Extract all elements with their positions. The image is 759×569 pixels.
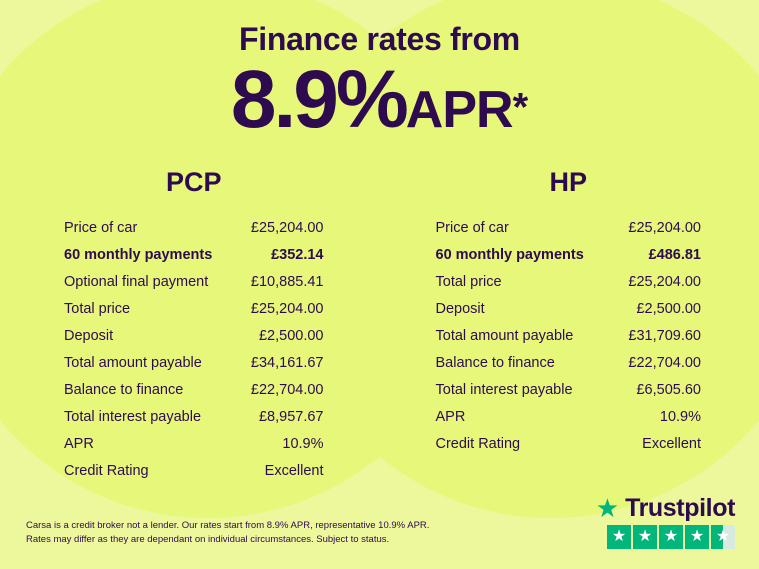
- hp-column: [380, 167, 759, 484]
- row-value: £25,204.00: [628, 273, 701, 290]
- table-row: [64, 430, 324, 457]
- row-value: £25,204.00: [250, 300, 324, 317]
- row-value: £22,704.00: [250, 381, 324, 398]
- star-glyph: ★: [637, 528, 653, 545]
- apr-rate-value: 8.9%: [230, 54, 406, 146]
- table-row: [436, 430, 702, 457]
- table-row: [64, 322, 324, 349]
- row-value: £2,500.00: [258, 327, 324, 344]
- table-row: [436, 349, 702, 376]
- row-value: 10.9%: [659, 408, 701, 425]
- trustpilot-rating: [596, 495, 735, 549]
- table-row: [64, 349, 324, 376]
- row-label: Total interest payable: [64, 408, 202, 425]
- row-value: £352.14: [271, 246, 324, 263]
- pcp-column: [0, 167, 380, 484]
- star-icon-5-half: [711, 525, 735, 549]
- table-row: [436, 295, 702, 322]
- row-value: £486.81: [648, 246, 701, 263]
- row-label: 60 monthly payments: [435, 246, 584, 263]
- table-row: [436, 322, 702, 349]
- row-value: £8,957.67: [258, 408, 324, 425]
- row-value: £2,500.00: [636, 300, 701, 317]
- row-label: Total amount payable: [64, 354, 202, 371]
- table-row: [64, 295, 324, 322]
- hp-column-title: HP: [549, 167, 587, 198]
- star-glyph: ★: [611, 528, 627, 545]
- row-label: Total amount payable: [435, 327, 574, 344]
- row-value: £22,704.00: [628, 354, 701, 371]
- table-row: [64, 403, 324, 430]
- footer: [0, 493, 759, 569]
- asterisk-marker: *: [512, 85, 529, 130]
- star-glyph: ★: [663, 528, 679, 545]
- row-value: Excellent: [264, 462, 324, 479]
- row-label: Total price: [435, 273, 502, 290]
- row-value: 10.9%: [282, 435, 324, 452]
- apr-unit-label: APR: [405, 81, 513, 140]
- row-label: Credit Rating: [64, 462, 149, 479]
- table-row: [436, 214, 702, 241]
- row-label: Balance to finance: [64, 381, 184, 398]
- row-label: Total price: [64, 300, 131, 317]
- row-value: £31,709.60: [628, 327, 701, 344]
- row-label: Deposit: [64, 327, 114, 344]
- trustpilot-star-row: [596, 525, 735, 549]
- page-title: Finance rates from: [239, 21, 520, 57]
- row-label: APR: [64, 435, 94, 452]
- table-row: [64, 457, 324, 484]
- row-value: £6,505.60: [636, 381, 701, 398]
- row-label: Total interest payable: [435, 381, 573, 398]
- star-icon-4: [685, 525, 709, 549]
- row-value: £34,161.67: [250, 354, 324, 371]
- table-row: [64, 268, 324, 295]
- finance-columns: [0, 167, 759, 484]
- row-value: £25,204.00: [628, 219, 701, 236]
- star-icon-2: [633, 525, 657, 549]
- apr-headline: [0, 54, 759, 146]
- row-label: Price of car: [435, 219, 509, 236]
- table-row: [64, 214, 324, 241]
- row-value: £25,204.00: [250, 219, 324, 236]
- row-label: Balance to finance: [435, 354, 555, 371]
- row-label: APR: [435, 408, 466, 425]
- row-label: Credit Rating: [435, 435, 521, 452]
- table-row: [436, 241, 702, 268]
- row-value: £10,885.41: [250, 273, 324, 290]
- row-label: 60 monthly payments: [64, 246, 213, 263]
- star-glyph: ★: [689, 528, 705, 545]
- table-row: [436, 376, 702, 403]
- trustpilot-logo: [596, 495, 735, 521]
- disclaimer-line-1: Carsa is a credit broker not a lender. Our rates start from 8.9% APR, representative 10.9% APR.: [26, 520, 430, 532]
- table-row: [436, 268, 702, 295]
- row-value: Excellent: [642, 435, 701, 452]
- row-label: Optional final payment: [64, 273, 209, 290]
- row-label: Price of car: [64, 219, 138, 236]
- row-label: Deposit: [435, 300, 485, 317]
- star-icon-3: [659, 525, 683, 549]
- star-glyph: ★: [715, 528, 731, 545]
- disclaimer-text: [26, 519, 456, 547]
- table-row: [64, 376, 324, 403]
- table-row: [436, 403, 702, 430]
- disclaimer-line-2: Rates may differ as they are dependant on individual circumstances. Subject to status.: [26, 534, 390, 546]
- star-icon-1: [607, 525, 631, 549]
- trustpilot-wordmark: Trustpilot: [625, 493, 735, 522]
- table-row: [64, 241, 324, 268]
- trustpilot-star-icon: ★: [595, 493, 620, 523]
- pcp-column-title: PCP: [165, 167, 222, 198]
